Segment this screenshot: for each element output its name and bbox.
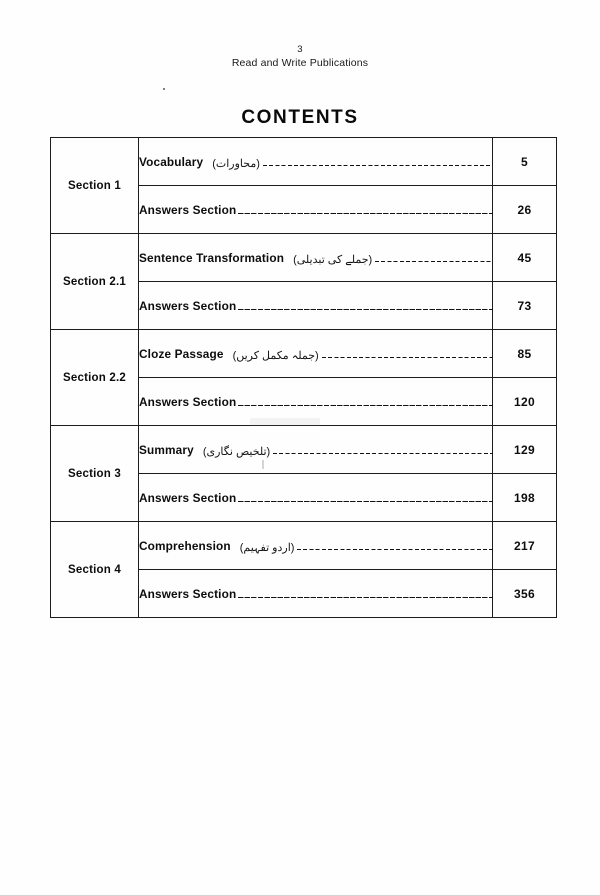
- table-row: [51, 138, 557, 186]
- entry-title: Answers Section: [139, 394, 237, 409]
- entry-line: [139, 155, 492, 169]
- entry-urdu-label: (جملے کی تبدیلی): [293, 253, 373, 266]
- leader-dots: [375, 261, 492, 262]
- entry-line: [139, 491, 492, 505]
- leader-dots: [238, 501, 492, 502]
- entry-title: Answers Section: [139, 202, 237, 217]
- entry-title: Summary: [139, 442, 194, 457]
- entry-cell[interactable]: [139, 234, 493, 282]
- entry-cell[interactable]: [139, 378, 493, 426]
- entry-urdu-label: (محاورات): [212, 157, 260, 170]
- entry-urdu-label: (جملہ مکمل کریں): [232, 349, 319, 362]
- leader-dots: [238, 309, 492, 310]
- leader-dots: [263, 165, 492, 166]
- page-title: CONTENTS: [241, 107, 359, 128]
- page-number-cell: 73: [493, 282, 557, 330]
- page-number-cell: 129: [493, 426, 557, 474]
- page-number-cell: 45: [493, 234, 557, 282]
- page-number-cell: 198: [493, 474, 557, 522]
- entry-line: [139, 347, 492, 361]
- entry-line: [139, 299, 492, 313]
- page-header: [0, 44, 600, 70]
- leader-dots: [297, 549, 492, 550]
- entry-cell[interactable]: [139, 570, 493, 618]
- table-row: [51, 426, 557, 474]
- entry-cell[interactable]: [139, 330, 493, 378]
- entry-urdu-label: (تلخیص نگاری): [202, 445, 271, 458]
- page-number-cell: 356: [493, 570, 557, 618]
- entry-cell[interactable]: [139, 522, 493, 570]
- entry-line: [139, 587, 492, 601]
- page-number-cell: 26: [493, 186, 557, 234]
- table-row: [51, 522, 557, 570]
- entry-cell[interactable]: [139, 426, 493, 474]
- section-label-cell: Section 3: [51, 426, 139, 522]
- contents-table-body: [51, 138, 557, 618]
- section-label-cell: Section 4: [51, 522, 139, 618]
- entry-line: [139, 443, 492, 457]
- scan-speck: [163, 88, 165, 90]
- page-number-cell: 85: [493, 330, 557, 378]
- contents-table: [50, 137, 557, 618]
- entry-urdu-label: (اردو تفہیم): [239, 541, 295, 554]
- entry-line: [139, 395, 492, 409]
- table-row: [51, 330, 557, 378]
- entry-title: Sentence Transformation: [139, 250, 285, 265]
- entry-cell[interactable]: [139, 474, 493, 522]
- section-label-cell: Section 1: [51, 138, 139, 234]
- entry-line: [139, 203, 492, 217]
- entry-title: Vocabulary: [139, 154, 204, 169]
- entry-cell[interactable]: [139, 282, 493, 330]
- section-label-cell: Section 2.1: [51, 234, 139, 330]
- leader-dots: [238, 405, 492, 406]
- page-number-cell: 120: [493, 378, 557, 426]
- page-number-cell: 5: [493, 138, 557, 186]
- leader-dots: [238, 597, 492, 598]
- entry-line: [139, 539, 492, 553]
- leader-dots: [322, 357, 492, 358]
- table-row: [51, 234, 557, 282]
- section-label-cell: Section 2.2: [51, 330, 139, 426]
- leader-dots: [273, 453, 492, 454]
- page-number-cell: 217: [493, 522, 557, 570]
- entry-title: Comprehension: [139, 538, 231, 553]
- entry-line: [139, 251, 492, 265]
- entry-title: Cloze Passage: [139, 346, 224, 361]
- entry-cell[interactable]: [139, 186, 493, 234]
- entry-title: Answers Section: [139, 298, 237, 313]
- leader-dots: [238, 213, 492, 214]
- entry-cell[interactable]: [139, 138, 493, 186]
- entry-title: Answers Section: [139, 490, 237, 505]
- header-publisher: Read and Write Publications: [231, 56, 369, 69]
- header-page-number: 3: [297, 44, 303, 55]
- entry-title: Answers Section: [139, 586, 237, 601]
